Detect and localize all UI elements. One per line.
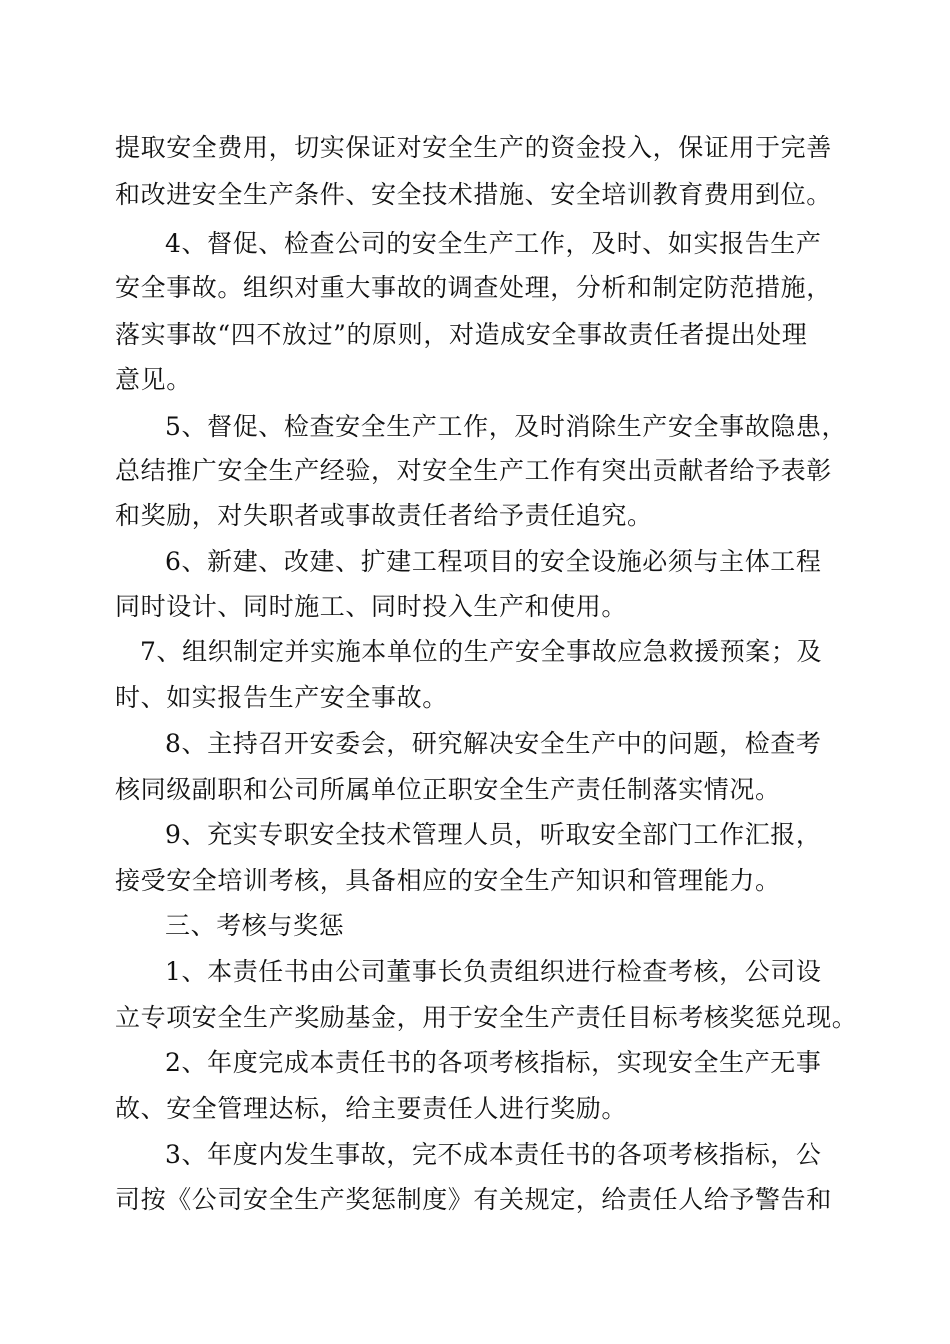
text-line: 故、安全管理达标，给主要责任人进行奖励。 <box>115 1094 628 1123</box>
text-line: 同时设计、同时施工、同时投入生产和使用。 <box>115 592 628 621</box>
text-line: 落实事故“四不放过”的原则，对造成安全事故责任者提出处理 <box>115 320 808 349</box>
text-line: 接受安全培训考核，具备相应的安全生产知识和管理能力。 <box>115 866 781 895</box>
text-line: 6、新建、改建、扩建工程项目的安全设施必须与主体工程 <box>165 547 822 576</box>
text-line: 总结推广安全生产经验，对安全生产工作有突出贡献者给予表彰 <box>115 456 832 485</box>
text-line: 和改进安全生产条件、安全技术措施、安全培训教育费用到位。 <box>115 180 832 209</box>
section-heading: 三、考核与奖惩 <box>165 911 345 940</box>
text-line: 3、年度内发生事故，完不成本责任书的各项考核指标，公 <box>165 1140 822 1169</box>
text-line: 立专项安全生产奖励基金，用于安全生产责任目标考核奖惩兑现。 <box>115 1003 858 1032</box>
text-line: 2、年度完成本责任书的各项考核指标，实现安全生产无事 <box>165 1048 822 1077</box>
text-line: 时、如实报告生产安全事故。 <box>115 683 448 712</box>
text-line: 5、督促、检查安全生产工作，及时消除生产安全事故隐患， <box>165 412 848 441</box>
text-line: 7、组织制定并实施本单位的生产安全事故应急救援预案；及 <box>140 637 823 666</box>
text-line: 意见。 <box>115 365 192 394</box>
text-line: 1、本责任书由公司董事长负责组织进行检查考核，公司设 <box>165 957 822 986</box>
text-line: 9、充实专职安全技术管理人员，听取安全部门工作汇报， <box>165 820 822 849</box>
text-line: 核同级副职和公司所属单位正职安全生产责任制落实情况。 <box>115 775 781 804</box>
text-line: 安全事故。组织对重大事故的调查处理，分析和制定防范措施， <box>115 273 832 302</box>
text-line: 司按《公司安全生产奖惩制度》有关规定，给责任人给予警告和 <box>115 1185 832 1214</box>
text-line: 提取安全费用，切实保证对安全生产的资金投入，保证用于完善 <box>115 133 832 162</box>
text-line: 4、督促、检查公司的安全生产工作，及时、如实报告生产 <box>165 229 822 258</box>
text-line: 和奖励，对失职者或事故责任者给予责任追究。 <box>115 501 653 530</box>
text-line: 8、主持召开安委会，研究解决安全生产中的问题，检查考 <box>165 729 822 758</box>
